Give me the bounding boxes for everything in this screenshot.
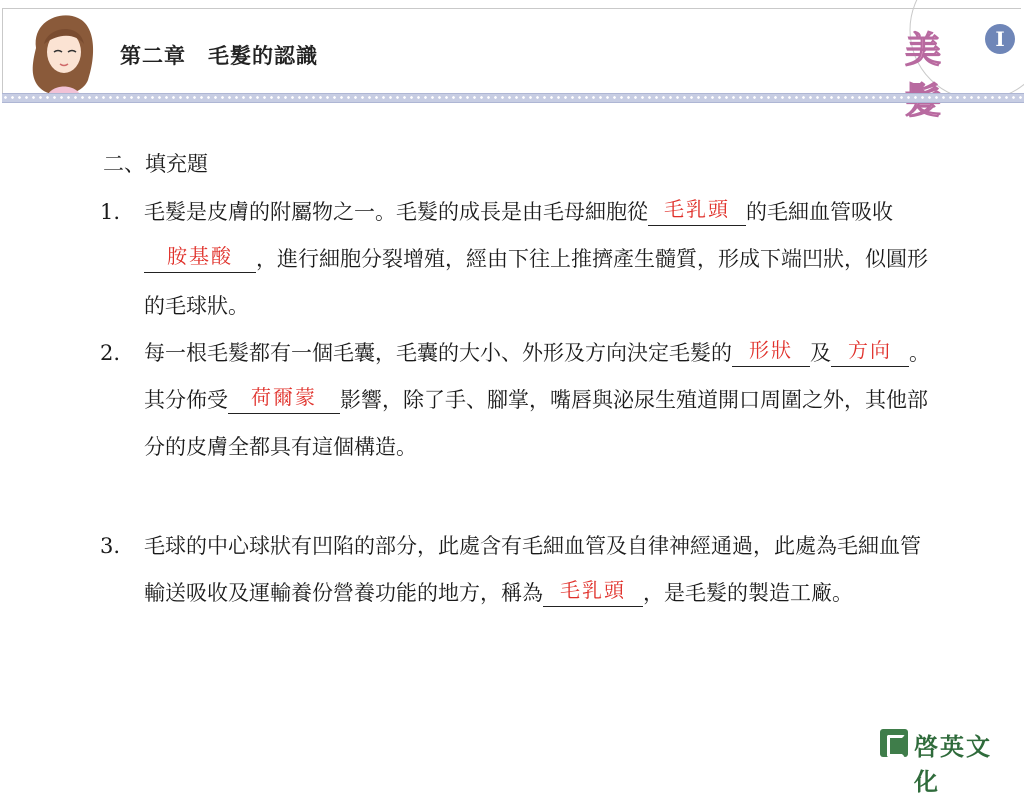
publisher-logo bbox=[880, 727, 1016, 796]
text-segment: 每一根毛髮都有一個毛囊，毛囊的大小、外形及方向決定毛髮的 bbox=[144, 341, 732, 365]
question-text bbox=[144, 523, 930, 617]
question-text bbox=[144, 330, 930, 471]
question-3 bbox=[100, 523, 930, 617]
question-1 bbox=[100, 189, 930, 330]
chapter-title: 第二章 毛髮的認識 bbox=[120, 44, 318, 68]
answer-blank bbox=[228, 387, 340, 414]
text-segment: ，是毛髮的製造工廠。 bbox=[643, 581, 853, 605]
text-segment: 毛球的中心球狀有凹陷的部分，此處含有毛細血管及自律神經通過，此處為毛細血管輸送吸收及運輸養份營養功能的地方，稱為 bbox=[144, 534, 921, 605]
header-stripe bbox=[2, 93, 1024, 103]
slide-header bbox=[0, 0, 1024, 118]
answer-text: 胺基酸 bbox=[167, 244, 233, 268]
text-segment: 及 bbox=[810, 341, 831, 365]
text-segment: 毛髮是皮膚的附屬物之一。毛髮的成長是由毛母細胞從 bbox=[144, 200, 648, 224]
answer-blank bbox=[732, 340, 810, 367]
publisher-mark-icon bbox=[880, 729, 908, 757]
question-number: 2. bbox=[100, 341, 121, 365]
question-number: 3. bbox=[100, 534, 121, 558]
question-text bbox=[144, 189, 930, 330]
logo-text: 美 bbox=[905, 30, 940, 71]
answer-blank bbox=[648, 199, 746, 226]
question-number: 1. bbox=[100, 200, 121, 224]
answer-text: 方向 bbox=[848, 338, 892, 362]
answer-blank bbox=[831, 340, 909, 367]
section-heading: 二、填充題 bbox=[103, 152, 208, 176]
text-segment: 的毛細血管吸收 bbox=[746, 200, 893, 224]
answer-text: 毛乳頭 bbox=[560, 578, 626, 602]
answer-text: 毛乳頭 bbox=[664, 197, 730, 221]
answer-text: 形狀 bbox=[749, 338, 793, 362]
text-segment: 。其分佈受 bbox=[144, 341, 930, 412]
text-segment: ，進行細胞分裂增殖，經由下往上推擠產生髓質，形成下端凹狀，似圓形的毛球狀。 bbox=[144, 247, 928, 318]
stripe-dots bbox=[2, 96, 1024, 99]
question-2 bbox=[100, 330, 930, 471]
publisher-name: 啓英文化 bbox=[914, 732, 992, 796]
answer-text: 荷爾蒙 bbox=[251, 385, 317, 409]
answer-blank bbox=[543, 580, 643, 607]
answer-blank bbox=[144, 246, 256, 273]
text-segment: 影響，除了手、腳掌，嘴唇與泌尿生殖道開口周圍之外，其他部分的皮膚全都具有這個構造。 bbox=[144, 388, 928, 459]
logo-badge: I bbox=[985, 24, 1015, 54]
girl-illustration-icon bbox=[22, 8, 102, 100]
